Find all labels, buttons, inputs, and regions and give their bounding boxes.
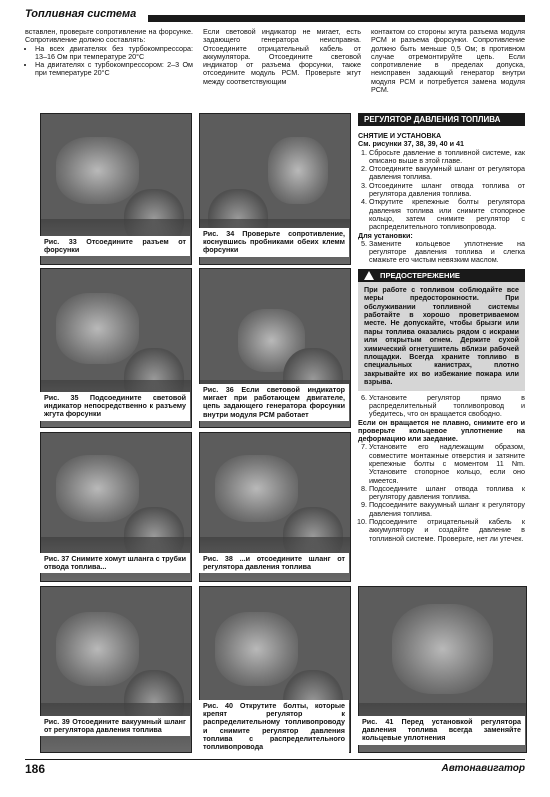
figure-41-caption: Рис. 41 Перед установкой регулятора давления топлива всегда заменяйте кольцевые уплотнения — [358, 716, 525, 745]
figure-34-caption: Рис. 34 Проверьте сопротивление, коснувшись пробниками обеих клемм форсунки — [199, 228, 349, 257]
figure-33-caption: Рис. 33 Отсоедините разъем от форсунки — [40, 236, 190, 256]
step-1: 1. Сбросьте давление в топливной системе, как описано выше в этой главе. — [369, 149, 525, 166]
col1-text — [25, 28, 193, 78]
warning-header — [358, 269, 525, 282]
col1-bullets — [25, 45, 193, 78]
col3-text: контактом со стороны жгута разъема модуля РСМ и разъема форсунки. Сопротивление должно быть меньше 0,5 Ом; в противном случае отремонтируйте цепь. Если сопротивление в пределах допуска, неисправен задающий генератор внутри модуля РСМ и потребуется замена модуля РСМ. — [371, 27, 525, 95]
step-2: 2. Отсоедините вакуумный шланг от регулятора давления топлива. — [369, 165, 525, 182]
regulator-subtitle: СНЯТИЕ И УСТАНОВКА — [358, 131, 442, 140]
steps-after — [358, 443, 525, 543]
publisher-brand: Автонавигатор — [441, 763, 525, 774]
warning-icon — [364, 271, 374, 280]
install-label: Для установки: — [358, 230, 413, 240]
step-5: 5. Замените кольцевое уплотнение на регуляторе давления топлива и слегка смажьте его чистым невязким маслом. — [369, 240, 525, 265]
figure-39-caption: Рис. 39 Отсоедините вакуумный шланг от регулятора давления топлива — [40, 716, 190, 736]
footer-rule — [25, 759, 525, 760]
step-10: 10. Подсоедините отрицательный кабель к аккумулятору и создайте давление в топливной системе. Проверьте, нет ли утечек. — [369, 518, 525, 543]
step-9: 9. Подсоедините вакуумный шланг к регулятору давления топлива. — [369, 501, 525, 518]
step-6-list — [358, 394, 525, 419]
regulator-title: РЕГУЛЯТОР ДАВЛЕНИЯ ТОПЛИВА — [358, 113, 525, 126]
step-5-list — [358, 240, 525, 265]
step-3: 3. Отсоедините шланг отвода топлива от регулятора давления топлива. — [369, 182, 525, 199]
col1-intro: вставлен, проверьте сопротивление на форсунке. Сопротивление должно составлять: — [25, 27, 193, 45]
col2-text: Если световой индикатор не мигает, есть задающего генератора неисправна. Отсоедините отрицательный кабель от аккумулятора. Отсоедините световой индикатор от разъема форсунки, также отсоедините модуль РСМ. Проверьте жгут между соответствующим — [203, 27, 361, 86]
warning-title: ПРЕДОСТЕРЕЖЕНИЕ — [380, 270, 460, 280]
regulator-see-figs: См. рисунки 37, 38, 39, 40 и 41 — [358, 139, 465, 149]
step-6: 6. Установите регулятор прямо в распределительный топливопровод и убедитесь, что он вращается свободно. — [369, 394, 525, 419]
figure-40-caption: Рис. 40 Открутите болты, которые крепят регулятор к распределительному топливопроводу и снимите регулятор давления топлива с распределительного топливопровода — [199, 700, 349, 753]
page-number: 186 — [25, 762, 46, 776]
header-rule — [148, 15, 525, 22]
figure-37-caption: Рис. 37 Снимите хомут шланга с трубки отвода топлива... — [40, 553, 190, 573]
warning-text: При работе с топливом соблюдайте все меры предосторожности. При обслуживании топливной системы работайте в хорошо проветриваемом месте. Не допускайте, чтобы брызги или пары топлива оказались рядом с искрами или открытым огнем. Держите сухой химический огнетушитель вблизи рабочей площадки. Всегда храните топливо в специальных канистрах, плотно закрывайте их во избежание пожара или взрыва. — [358, 282, 525, 391]
bold-note: Если он вращается не плавно, снимите его и проверьте кольцевое уплотнение на деформацию или заедание. — [358, 417, 525, 444]
regulator-steps — [358, 149, 525, 232]
col1-bullet-1: • На всех двигателях без турбокомпрессора: 13–16 Ом при температуре 20°С — [35, 45, 193, 62]
step-8: 8. Подсоедините шланг отвода топлива к регулятору давления топлива. — [369, 485, 525, 502]
figure-38-caption: Рис. 38 ...и отсоедините шланг от регулятора давления топлива — [199, 553, 349, 573]
step-7: 7. Установите его надлежащим образом, совместите монтажные отверстия и затяните крепежные болты с моментом 11 Nm. Установите стопорное кольцо, если оно имеется. — [369, 443, 525, 484]
regulator-section — [358, 113, 525, 543]
section-header: Топливная система — [25, 8, 137, 20]
step-4: 4. Открутите крепежные болты регулятора давления топлива или снимите стопорное кольцо, затем снимите регулятор с распределительного топливопровода. — [369, 198, 525, 231]
warning-box — [358, 269, 525, 391]
figure-35-caption: Рис. 35 Подсоедините световой индикатор непосредственно к разъему жгута форсунки — [40, 392, 190, 421]
col1-bullet-2: • На двигателях с турбокомпрессором: 2–3 Ом при температуре 20°С — [35, 61, 193, 78]
figure-36-caption: Рис. 36 Если световой индикатор мигает при работающем двигателе, цепь задающего генератора форсунки внутри модуля РСМ работает — [199, 384, 349, 421]
